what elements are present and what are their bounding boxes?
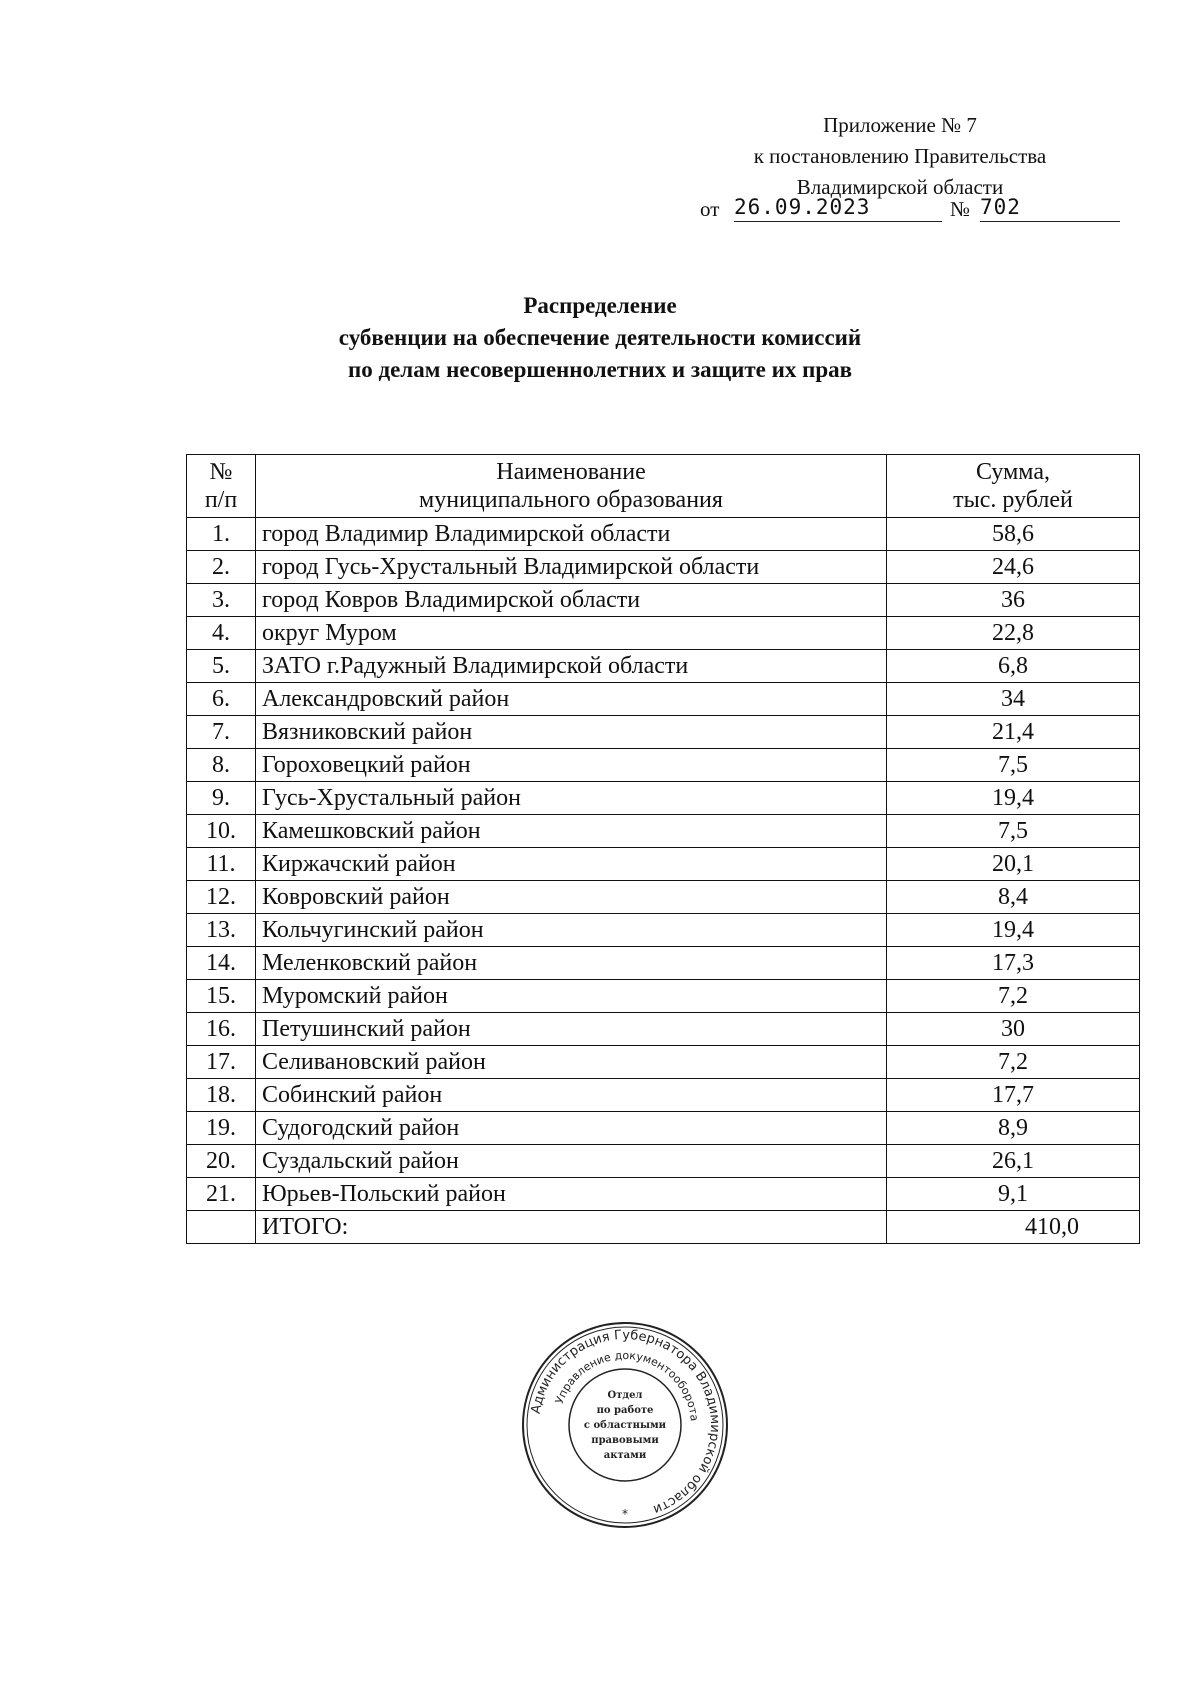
official-seal	[520, 1320, 730, 1530]
municipality-name: Вязниковский район	[256, 716, 887, 749]
subsidy-amount: 58,6	[887, 518, 1140, 551]
table-row	[187, 617, 1140, 650]
table-row	[187, 1079, 1140, 1112]
municipality-name: город Ковров Владимирской области	[256, 584, 887, 617]
subsidy-amount: 8,4	[887, 881, 1140, 914]
table-row	[187, 848, 1140, 881]
date-value: 26.09.2023	[734, 195, 942, 222]
table-row	[187, 518, 1140, 551]
row-number: 12.	[187, 881, 256, 914]
row-number: 6.	[187, 683, 256, 716]
municipality-name: Муромский район	[256, 980, 887, 1013]
seal-center-line-4: правовыми	[591, 1435, 659, 1446]
municipality-name: Меленковский район	[256, 947, 887, 980]
table-row	[187, 1112, 1140, 1145]
table-row	[187, 716, 1140, 749]
header-sum-line-1: Сумма,	[976, 459, 1050, 485]
municipality-name: ЗАТО г.Радужный Владимирской области	[256, 650, 887, 683]
row-number: 1.	[187, 518, 256, 551]
subsidy-amount: 7,2	[887, 980, 1140, 1013]
number-value: 702	[980, 195, 1120, 222]
subsidy-amount: 36	[887, 584, 1140, 617]
document-title	[0, 290, 1200, 386]
seal-center-line-2: по работе	[596, 1405, 654, 1416]
header-sum-line-2: тыс. рублей	[953, 487, 1073, 513]
subsidy-amount: 17,7	[887, 1079, 1140, 1112]
subsidy-amount: 20,1	[887, 848, 1140, 881]
seal-center-line-5: актами	[603, 1450, 647, 1461]
appendix-line-2: к постановлению Правительства	[753, 144, 1047, 168]
table-row	[187, 683, 1140, 716]
date-label: от	[700, 197, 720, 221]
seal-center-line-3: с областными	[583, 1420, 667, 1431]
subsidy-amount: 30	[887, 1013, 1140, 1046]
number-label: №	[950, 197, 971, 221]
table-row	[187, 815, 1140, 848]
table-row	[187, 881, 1140, 914]
subsidy-amount: 9,1	[887, 1178, 1140, 1211]
municipality-name: Судогодский район	[256, 1112, 887, 1145]
table-row	[187, 1013, 1140, 1046]
municipality-name: Ковровский район	[256, 881, 887, 914]
distribution-table	[186, 454, 1140, 1244]
subsidy-amount: 8,9	[887, 1112, 1140, 1145]
row-number: 21.	[187, 1178, 256, 1211]
row-number: 20.	[187, 1145, 256, 1178]
municipality-name: Собинский район	[256, 1079, 887, 1112]
row-number: 9.	[187, 782, 256, 815]
table-row	[187, 1046, 1140, 1079]
total-sum: 410,0	[887, 1211, 1140, 1244]
municipality-name: Селивановский район	[256, 1046, 887, 1079]
row-number: 14.	[187, 947, 256, 980]
municipality-name: Юрьев-Польский район	[256, 1178, 887, 1211]
municipality-name: город Гусь-Хрустальный Владимирской области	[256, 551, 887, 584]
subsidy-amount: 34	[887, 683, 1140, 716]
table-row	[187, 584, 1140, 617]
subsidy-amount: 19,4	[887, 914, 1140, 947]
header-sum	[887, 455, 1140, 518]
title-line-2: субвенции на обеспечение деятельности комиссий	[338, 325, 862, 350]
municipality-name: Суздальский район	[256, 1145, 887, 1178]
table-row	[187, 749, 1140, 782]
subsidy-amount: 21,4	[887, 716, 1140, 749]
row-number: 7.	[187, 716, 256, 749]
municipality-name: округ Муром	[256, 617, 887, 650]
table-row	[187, 1178, 1140, 1211]
total-num-cell	[187, 1211, 256, 1244]
header-name-line-2: муниципального образования	[419, 487, 723, 513]
municipality-name: Петушинский район	[256, 1013, 887, 1046]
header-name-line-1: Наименование	[496, 459, 646, 485]
subsidy-amount: 7,5	[887, 749, 1140, 782]
total-row	[187, 1211, 1140, 1244]
total-label: ИТОГО:	[256, 1211, 887, 1244]
table-row	[187, 782, 1140, 815]
table-body	[187, 518, 1140, 1211]
seal-center-line-1: Отдел	[607, 1390, 643, 1401]
header-num-line-1: №	[209, 459, 233, 485]
appendix-header	[700, 110, 1100, 203]
municipality-name: Камешковский район	[256, 815, 887, 848]
registration-line	[700, 195, 1120, 229]
table-row	[187, 980, 1140, 1013]
row-number: 5.	[187, 650, 256, 683]
municipality-name: Гусь-Хрустальный район	[256, 782, 887, 815]
header-num-line-2: п/п	[204, 487, 238, 513]
appendix-line-3: Владимирской области	[796, 175, 1004, 199]
subsidy-amount: 19,4	[887, 782, 1140, 815]
subsidy-amount: 17,3	[887, 947, 1140, 980]
appendix-line-1: Приложение № 7	[823, 113, 977, 137]
header-name	[256, 455, 887, 518]
municipality-name: Кольчугинский район	[256, 914, 887, 947]
municipality-name: Александровский район	[256, 683, 887, 716]
header-num	[187, 455, 256, 518]
seal-outer-text: Администрация Губернатора Владимирской области	[528, 1327, 723, 1517]
subsidy-amount: 7,2	[887, 1046, 1140, 1079]
subsidy-amount: 6,8	[887, 650, 1140, 683]
row-number: 8.	[187, 749, 256, 782]
row-number: 16.	[187, 1013, 256, 1046]
seal-star: *	[622, 1507, 628, 1521]
table-row	[187, 1145, 1140, 1178]
subsidy-amount: 24,6	[887, 551, 1140, 584]
row-number: 18.	[187, 1079, 256, 1112]
row-number: 4.	[187, 617, 256, 650]
row-number: 19.	[187, 1112, 256, 1145]
table-row	[187, 650, 1140, 683]
table-row	[187, 914, 1140, 947]
subsidy-amount: 26,1	[887, 1145, 1140, 1178]
row-number: 11.	[187, 848, 256, 881]
title-line-1: Распределение	[523, 293, 677, 318]
title-line-3: по делам несовершеннолетних и защите их прав	[347, 357, 853, 382]
table-header-row	[187, 455, 1140, 518]
subsidy-amount: 22,8	[887, 617, 1140, 650]
table-row	[187, 551, 1140, 584]
seal-inner-text: Управление документооборота	[552, 1348, 701, 1422]
row-number: 2.	[187, 551, 256, 584]
row-number: 13.	[187, 914, 256, 947]
row-number: 3.	[187, 584, 256, 617]
row-number: 10.	[187, 815, 256, 848]
row-number: 15.	[187, 980, 256, 1013]
municipality-name: Киржачский район	[256, 848, 887, 881]
table-row	[187, 947, 1140, 980]
subsidy-amount: 7,5	[887, 815, 1140, 848]
municipality-name: город Владимир Владимирской области	[256, 518, 887, 551]
municipality-name: Гороховецкий район	[256, 749, 887, 782]
row-number: 17.	[187, 1046, 256, 1079]
